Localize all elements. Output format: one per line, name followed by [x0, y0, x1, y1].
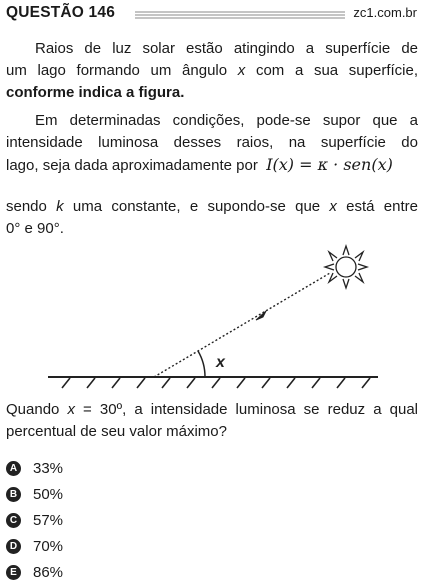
constant-paragraph — [6, 196, 418, 240]
conditions-paragraph — [6, 110, 418, 177]
option-text: 33% — [33, 459, 64, 477]
option-letter-badge: D — [6, 539, 21, 554]
option-e[interactable] — [6, 559, 63, 585]
answer-options — [6, 455, 63, 585]
site-label: zc1.com.br — [353, 5, 417, 20]
question-title: QUESTÃO 146 — [6, 4, 116, 21]
option-d[interactable] — [6, 533, 63, 559]
option-b[interactable] — [6, 481, 63, 507]
question-header — [6, 4, 417, 24]
constant-line-1: sendo k uma constante, e supondo-se que x está entre — [6, 198, 418, 215]
sun-icon — [325, 246, 367, 288]
ray-arrowhead — [256, 311, 266, 320]
intro-line-2: um lago formando um ângulo x com a sua superfície, — [6, 62, 419, 79]
option-letter-badge: E — [6, 565, 21, 580]
header-rule — [135, 11, 345, 19]
question-line-1: Quando x = 30º, a intensidade luminosa se reduz a qual — [6, 401, 419, 418]
question-text — [6, 399, 418, 443]
option-text: 86% — [33, 563, 64, 581]
conditions-line-2: intensidade luminosa desses raios, na superfície do — [6, 134, 418, 151]
conditions-line-1: Em determinadas condições, pode-se supor que a — [35, 112, 418, 129]
light-ray — [154, 273, 330, 377]
surface-hatching — [62, 378, 370, 388]
constant-line-2: 0° e 90°. — [6, 220, 64, 237]
conditions-line-3: lago, seja dada aproximadamente por I(x) = κ · sen(x) — [6, 155, 393, 174]
option-a[interactable] — [6, 455, 63, 481]
option-text: 50% — [33, 485, 64, 503]
option-c[interactable] — [6, 507, 63, 533]
option-text: 57% — [33, 511, 64, 529]
intro-paragraph — [6, 38, 418, 104]
angle-label: x — [216, 354, 225, 371]
option-letter-badge: A — [6, 461, 21, 476]
intro-line-3: conforme indica a figura. — [6, 84, 185, 101]
intensity-formula: I(x) = κ · sen(x) — [266, 155, 393, 174]
question-line-2: percentual de seu valor máximo? — [6, 423, 227, 440]
option-text: 70% — [33, 537, 64, 555]
option-letter-badge: B — [6, 487, 21, 502]
angle-arc — [198, 351, 205, 377]
sunlight-figure — [40, 242, 390, 390]
intro-line-1: Raios de luz solar estão atingindo a superfície de — [35, 40, 418, 57]
option-letter-badge: C — [6, 513, 21, 528]
